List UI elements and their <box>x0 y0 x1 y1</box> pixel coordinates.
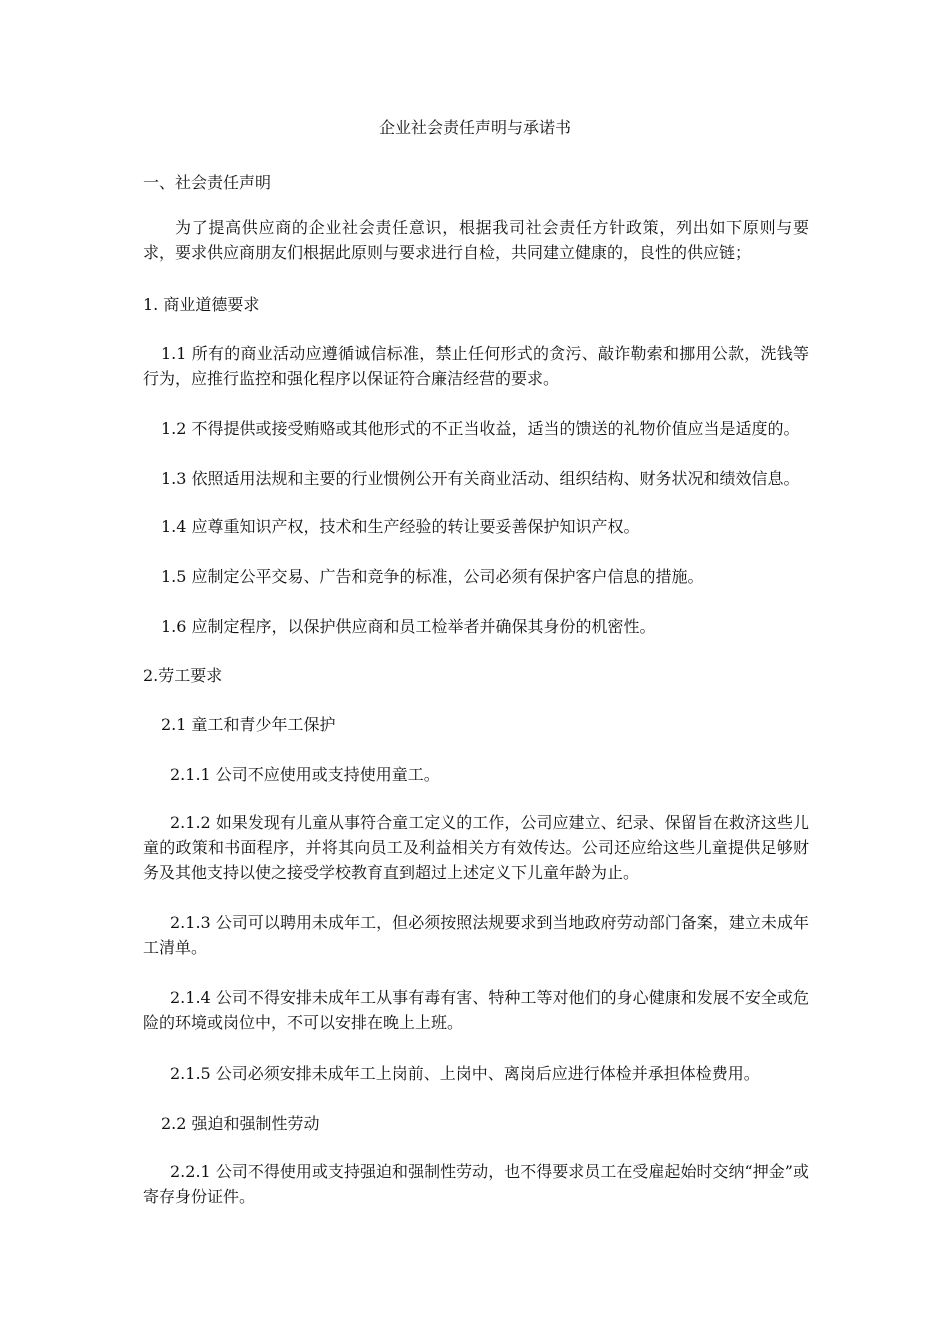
paragraph-1-4: 1.4 应尊重知识产权，技术和生产经验的转让要妥善保护知识产权。 <box>161 517 640 536</box>
intro-paragraph: 为了提高供应商的企业社会责任意识，根据我司社会责任方针政策，列出如下原则与要求，要求供应商朋友们根据此原则与要求进行自检，共同建立健康的，良性的供应链； <box>143 218 809 262</box>
paragraph-2-1-1: 2.1.1 公司不应使用或支持使用童工。 <box>170 765 440 784</box>
section-heading: 一、社会责任声明 <box>143 173 272 192</box>
paragraph-1-3: 1.3 依照适用法规和主要的行业惯例公开有关商业活动、组织结构、财务状况和绩效信息。 <box>161 469 800 488</box>
paragraph-2-1-5: 2.1.5 公司必须安排未成年工上岗前、上岗中、离岗后应进行体检并承担体检费用。 <box>170 1064 760 1083</box>
paragraph-1-5: 1.5 应制定公平交易、广告和竞争的标准，公司必须有保护客户信息的措施。 <box>161 567 704 586</box>
paragraph-1-6: 1.6 应制定程序，以保护供应商和员工检举者并确保其身份的机密性。 <box>161 617 656 636</box>
subsection-heading-1: 1. 商业道德要求 <box>143 295 260 314</box>
paragraph-2-1-2: 2.1.2 如果发现有儿童从事符合童工定义的工作，公司应建立、纪录、保留旨在救济这些儿童的政策和书面程序，并将其向员工及利益相关方有效传达。公司还应给这些儿童提供足够财务及其他支持以使之接受学校教育直到超过上述定义下儿童年龄为止。 <box>143 813 809 882</box>
subsection-heading-2-1: 2.1 童工和青少年工保护 <box>161 715 336 734</box>
paragraph-2-2-1: 2.2.1 公司不得使用或支持强迫和强制性劳动，也不得要求员工在受雇起始时交纳“押金”或寄存身份证件。 <box>143 1162 809 1206</box>
paragraph-2-1-4: 2.1.4 公司不得安排未成年工从事有毒有害、特种工等对他们的身心健康和发展不安全或危险的环境或岗位中，不可以安排在晚上上班。 <box>143 988 809 1032</box>
subsection-heading-2: 2.劳工要求 <box>143 666 223 685</box>
paragraph-1-1: 1.1 所有的商业活动应遵循诚信标准，禁止任何形式的贪污、敲诈勒索和挪用公款，洗钱等行为，应推行监控和强化程序以保证符合廉洁经营的要求。 <box>143 344 809 388</box>
subsection-heading-2-2: 2.2 强迫和强制性劳动 <box>161 1114 320 1133</box>
paragraph-1-2: 1.2 不得提供或接受贿赂或其他形式的不正当收益，适当的馈送的礼物价值应当是适度的。 <box>161 419 800 438</box>
document-title: 企业社会责任声明与承诺书 <box>378 118 571 137</box>
paragraph-2-1-3: 2.1.3 公司可以聘用未成年工，但必须按照法规要求到当地政府劳动部门备案，建立未成年工清单。 <box>143 913 809 957</box>
